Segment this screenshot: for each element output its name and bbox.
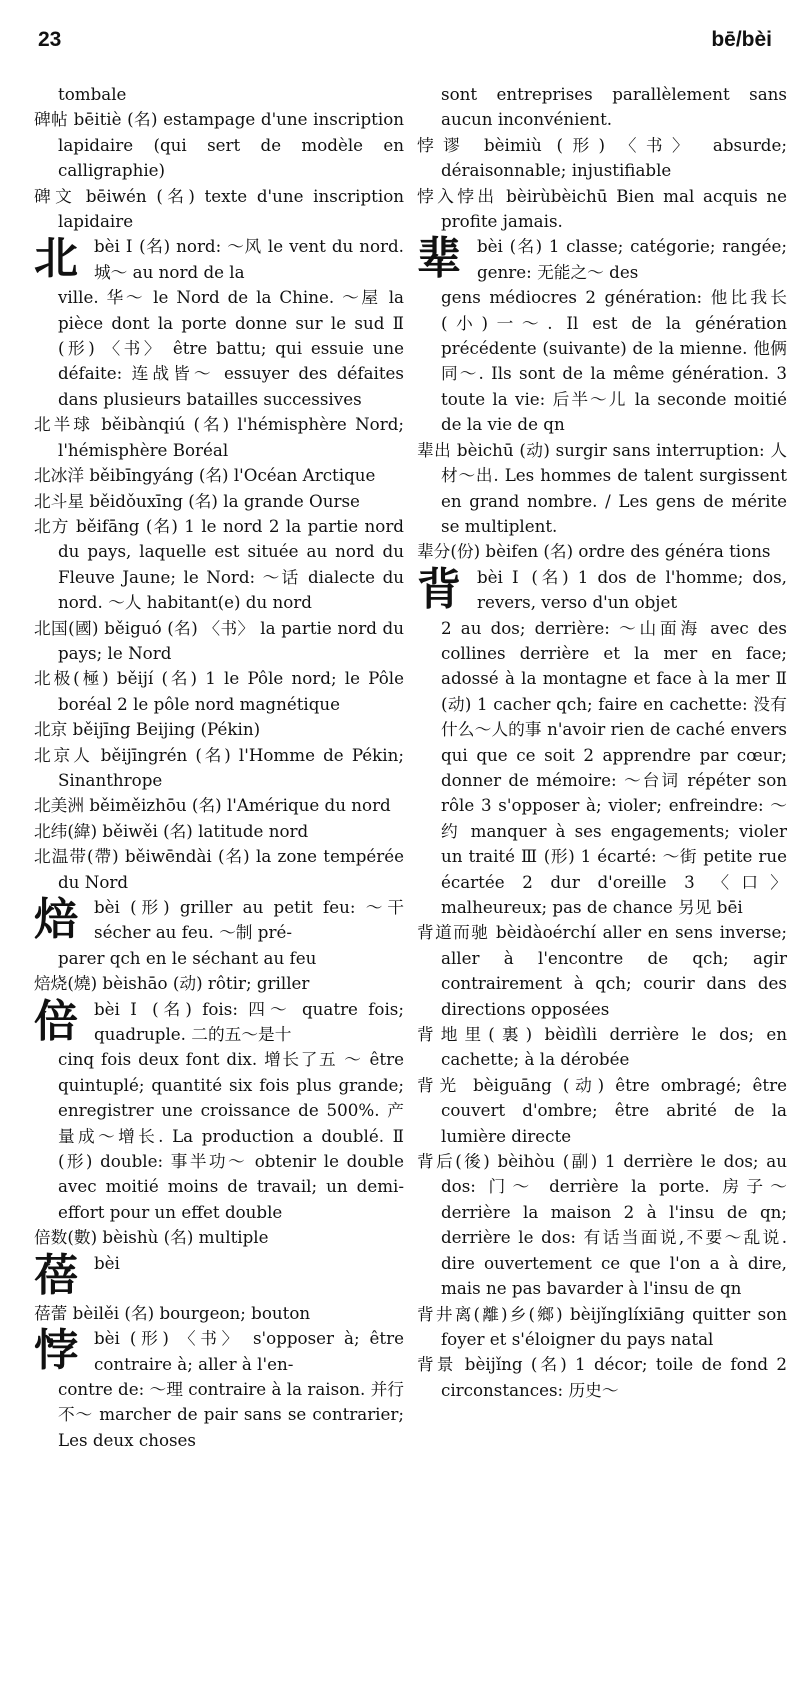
headword-character: 背 (417, 563, 461, 615)
dictionary-entry: 辈分(份) bèifen (名) ordre des généra tions (417, 541, 771, 562)
headword-definition-start: bèi (94, 1252, 120, 1273)
page-header (38, 28, 772, 56)
dictionary-entry: 背道而驰 bèidàoérchí aller en sens inverse; aller à l'encontre de qch; agir contrairement à qch; courir dans des directions opposées (417, 922, 787, 1019)
headword-definition-start: bèi Ⅰ (名) fois: 四～ quatre fois; quadruple. 二的五～是十 (94, 998, 404, 1045)
dictionary-entry: 北半球 běibànqiú (名) l'hémisphère Nord; l'hémisphère Boréal (34, 414, 404, 460)
headword-definition-start: bèi (形) griller au petit feu: ～干 sécher au feu. ～制 pré- (94, 897, 404, 943)
dictionary-entry: 背后(後) bèihòu (副) 1 derrière le dos; au dos: 门～ derrière la porte. 房子～ derrière la maison 2 à l'insu de qn; derrière le dos: 有话当面说,不要～乱说. dire ouvertement ce que l'on a à dire, mais ne pas bavarder à l'insu de qn (417, 1151, 787, 1299)
headword-definition-start: bèi Ⅰ (名) 1 dos de l'homme; dos, revers, verso d'un objet (477, 566, 787, 613)
headword-definition-continued: gens médiocres 2 génération: 他比我长(小)一～. Il est de la génération précédente (suivante) de la mienne. 他俩同～. Ils sont de la même génération. 3 toute la vie: 后半～儿 la seconde moitié de la vie de qn (441, 287, 787, 435)
dictionary-entry: 背井离(離)乡(鄉) bèijǐnglíxiāng quitter son foyer et s'éloigner du pays natal (417, 1303, 787, 1349)
dictionary-entry: 碑帖 bēitiè (名) estampage d'une inscription lapidaire (qui sert de modèle en calligraphie) (34, 109, 404, 181)
headword-definition-continued: cinq fois deux font dix. 增长了五 ～ être quintuplé; quantité six fois plus grande; enregistrer une croissance de 500%. 产量成～增长. La production a doublé. Ⅱ (形) double: 事半功～ obtenir le double avec moitié moins de travail; un demi-effort pour un effet double (58, 1049, 404, 1222)
headword-entry (417, 565, 787, 921)
headword-entry (34, 1251, 404, 1301)
page-number: 23 (38, 28, 62, 51)
right-column (417, 82, 787, 1403)
dictionary-entry: 北美洲 běiměizhōu (名) l'Amérique du nord (34, 795, 391, 816)
dictionary-entry: 悖入悖出 bèirùbèichū Bien mal acquis ne profite jamais. (417, 185, 787, 232)
headword-character: 悖 (34, 1325, 78, 1377)
dictionary-entry: 北方 běifāng (名) 1 le nord 2 la partie nord du pays, laquelle est située au nord du Fleuve Jaune; le Nord: ～话 dialecte du nord. ～人 habitant(e) du nord (34, 515, 404, 613)
dictionary-entry: 背地里(裏) bèidìli derrière le dos; en cachette; à la dérobée (417, 1024, 787, 1070)
headword-definition-continued: parer qch en le séchant au feu (58, 947, 317, 968)
headword-definition-continued: contre de: ～理 contraire à la raison. 并行不～ marcher de pair sans se contrarier; Les deux choses (58, 1378, 404, 1450)
dictionary-entry: 碑文 bēiwén (名) texte d'une inscription lapidaire (34, 185, 404, 232)
dictionary-entry: 北冰洋 běibīngyáng (名) l'Océan Arctique (34, 465, 376, 486)
dictionary-entry: 北国(國) běiguó (名) 〈书〉 la partie nord du pays; le Nord (34, 617, 404, 663)
dictionary-entry: 悖谬 bèimiù (形) 〈书〉 absurde; déraisonnable; injustifiable (417, 134, 787, 181)
headword-character: 蓓 (34, 1249, 78, 1301)
dictionary-entry: 北纬(緯) běiwěi (名) latitude nord (34, 820, 309, 841)
headword-definition-continued: ville. 华～ le Nord de la Chine. ～屋 la pièce dont la porte donne sur le sud Ⅱ (形) 〈书〉 être battu; qui essuie une défaite: 连战皆～ essuyer des défaites dans plusieurs batailles successives (58, 287, 404, 409)
headword-entry (34, 1326, 404, 1453)
dictionary-entry: 北极(極) běijí (名) 1 le Pôle nord; le Pôle boréal 2 le pôle nord magnétique (34, 668, 404, 714)
dictionary-entry: 北京人 běijīngrén (名) l'Homme de Pékin; Sinanthrope (34, 744, 404, 790)
dictionary-entry: 北斗星 běidǒuxīng (名) la grande Ourse (34, 490, 360, 511)
dictionary-entry: 蓓蕾 bèilěi (名) bourgeon; bouton (34, 1302, 311, 1323)
left-column (34, 82, 404, 1453)
running-headword: bē/bèi (711, 28, 772, 51)
headword-definition-start: bèi (名) 1 classe; catégorie; rangée; genre: 无能之～ des (477, 236, 787, 282)
headword-definition-continued: 2 au dos; derrière: ～山面海 avec des collines derrière et la mer en face; adossé à la montagne et face à la mer Ⅱ (动) 1 cacher qch; faire en cachette: 没有什么～人的事 n'avoir rien de caché envers qui que ce soit 2 apprendre par cœur; donner de mémoire: ～台词 répéter son rôle 3 s'opposer à; violer; enfreindre: ～约 manquer à ses engagements; violer un traité Ⅲ (形) 1 écarté: ～街 petite rue écartée 2 dur d'oreille 3 〈口〉 malheureux; pas de chance 另见 bēi (441, 617, 787, 917)
headword-entry (34, 895, 404, 971)
headword-definition-start: bèi Ⅰ (名) nord: ～风 le vent du nord. 城～ au nord de la (94, 236, 404, 282)
headword-entry (34, 997, 404, 1226)
continued-text: sont entreprises parallèlement sans aucun inconvénient. (441, 84, 787, 130)
dictionary-entry: 辈出 bèichū (动) surgir sans interruption: 人材～出. Les hommes de talent surgissent en grand nombre. / Les gens de mérite se multiplent. (417, 439, 787, 536)
headword-character: 北 (34, 233, 78, 285)
headword-character: 焙 (34, 894, 78, 945)
headword-entry (417, 234, 787, 437)
dictionary-entry: 倍数(數) bèishù (名) multiple (34, 1227, 269, 1248)
headword-character: 倍 (34, 995, 78, 1047)
headword-definition-start: bèi (形) 〈书〉 s'opposer à; être contraire à; aller à l'en- (94, 1328, 404, 1374)
dictionary-entry: 北京 běijīng Beijing (Pékin) (34, 719, 261, 740)
continued-text: tombale (58, 84, 127, 104)
headword-entry (34, 234, 404, 412)
dictionary-entry: 北温带(帶) běiwēndài (名) la zone tempérée du Nord (34, 846, 404, 892)
headword-character: 辈 (417, 233, 461, 285)
dictionary-entry: 焙烧(燒) bèishāo (动) rôtir; griller (34, 973, 310, 994)
dictionary-entry: 背光 bèiguāng (动) être ombragé; être couvert d'ombre; être abrité de la lumière directe (417, 1074, 787, 1146)
dictionary-entry: 背景 bèijǐng (名) 1 décor; toile de fond 2 circonstances: 历史～ (417, 1354, 787, 1400)
